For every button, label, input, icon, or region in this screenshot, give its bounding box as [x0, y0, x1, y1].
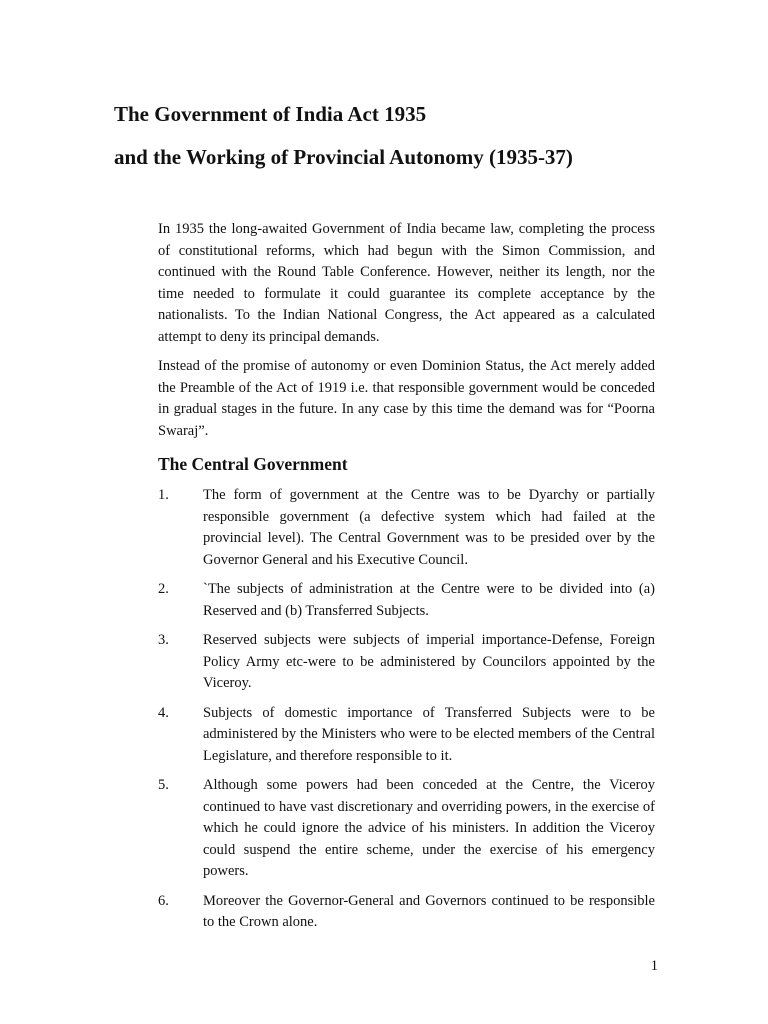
list-item: [158, 630, 655, 695]
list-item-text: The form of government at the Centre was to be Dyarchy or partially responsible government (a defective system which had failed at the provincial level). The Central Government was to be presided over by the Governor General and his Executive Council.: [203, 487, 655, 568]
document-title-line-1: The Government of India Act 1935: [114, 102, 427, 126]
list-item-text: Moreover the Governor-General and Governors continued to be responsible to the Crown alone.: [203, 892, 655, 930]
list-item-number: 3.: [158, 632, 169, 648]
document-body: [158, 219, 655, 942]
list-item: [158, 579, 655, 622]
list-item-text: Reserved subjects were subjects of imperial importance-Defense, Foreign Policy Army etc-were to be administered by Councilors appointed by the Viceroy.: [203, 632, 655, 691]
list-item: [158, 485, 655, 571]
list-item-text: Although some powers had been conceded at the Centre, the Viceroy continued to have vast discretionary and overriding powers, in the exercise of which he could ignore the advice of his ministers. In addition the Viceroy could suspend the entire scheme, under the exercise of his emergency powers.: [203, 777, 655, 879]
list-item-number: 4.: [158, 704, 169, 721]
section-heading-central-government: The Central Government: [158, 454, 348, 474]
page-number: 1: [650, 958, 658, 974]
central-government-list: [158, 485, 655, 934]
list-item-number: 1.: [158, 487, 169, 503]
document-title-line-2: and the Working of Provincial Autonomy (1935-37): [114, 145, 573, 169]
paragraph-intro: In 1935 the long-awaited Government of India became law, completing the process of constitutional reforms, which had begun with the Simon Commission, and continued with the Round Table Conference. However, neither its length, nor the time needed to formulate it could guarantee its complete acceptance by the nationalists. To the Indian National Congress, the Act appeared as a calculated attempt to deny its principal demands.: [158, 221, 655, 345]
list-item: [158, 891, 655, 934]
list-item-text: `The subjects of administration at the Centre were to be divided into (a) Reserved and (b) Transferred Subjects.: [203, 581, 655, 619]
list-item: [158, 703, 655, 768]
list-item: [158, 775, 655, 883]
list-item-number: 6.: [158, 892, 169, 909]
list-item-number: 5.: [158, 777, 169, 793]
list-item-number: 2.: [158, 581, 169, 597]
paragraph-preamble: Instead of the promise of autonomy or even Dominion Status, the Act merely added the Preamble of the Act of 1919 i.e. that responsible government would be conceded in gradual stages in the future. In any case by this time the demand was for “Poorna Swaraj”.: [158, 358, 655, 439]
list-item-text: Subjects of domestic importance of Transferred Subjects were to be administered by the Ministers who were to be elected members of the Central Legislature, and therefore responsible to it.: [203, 704, 655, 764]
